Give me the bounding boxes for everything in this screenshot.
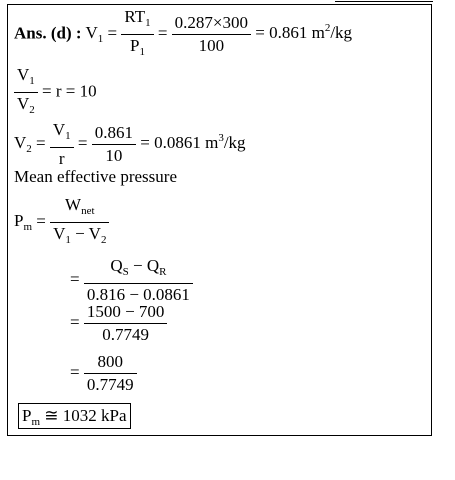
result-v2: = 0.0861 $m^3/kg$ — [140, 132, 246, 153]
equals-sign: = — [70, 269, 80, 289]
fraction-numeric: $\frac{0.861}{10}$ — [92, 123, 136, 166]
fraction-wnet-over-dv: $\frac{W_{net}}{V_1 - V_2}$ — [50, 195, 109, 250]
final-answer-box: $P_m$ ≅ 1032 kPa — [18, 403, 131, 429]
result-v1: = 0.861 $m^2/kg$ — [255, 22, 353, 43]
equation-v2 — [14, 120, 246, 169]
v1-symbol: $V_1$ — [85, 23, 104, 46]
fraction-1500-minus-700: $\frac{1500 - 700}{0.7749}$ — [84, 302, 168, 345]
equals-sign: = — [36, 133, 46, 153]
equation-simplified — [70, 352, 137, 395]
equation-ratio — [14, 65, 97, 120]
compression-ratio: = r = 10 — [42, 81, 97, 101]
equals-sign: = — [77, 133, 88, 153]
v2-symbol: $V_2$ — [14, 133, 32, 156]
top-rule — [335, 1, 433, 2]
fraction-qs-minus-qr: $\frac{Q_S - Q_R}{0.816 - 0.0861}$ — [84, 256, 193, 305]
equals-sign: = — [157, 23, 168, 43]
fraction-v1-over-v2: $\frac{V_1}{V_2}$ — [14, 65, 38, 120]
fraction-v1-over-r: $\frac{V_1}{r}$ — [50, 120, 74, 169]
pm-symbol: $P_m$ — [14, 211, 33, 234]
equation-v1 — [14, 7, 352, 62]
equals-sign: = — [70, 362, 80, 382]
mep-heading: Mean effective pressure — [14, 167, 177, 186]
equals-sign: = — [36, 211, 46, 231]
equals-sign: = — [107, 23, 118, 43]
equation-pm-definition — [14, 195, 109, 250]
equation-heat-terms — [70, 256, 193, 305]
equals-sign: = — [70, 312, 80, 332]
fraction-numeric: $\frac{0.287\times 300}{100}$ — [172, 13, 251, 56]
equation-substituted — [70, 302, 167, 345]
fraction-800: $\frac{800}{0.7749}$ — [84, 352, 137, 395]
answer-label: Ans. (d) : — [14, 23, 82, 43]
fraction-rt1-over-p1: $\frac{RT_1}{P_1}$ — [121, 7, 153, 62]
